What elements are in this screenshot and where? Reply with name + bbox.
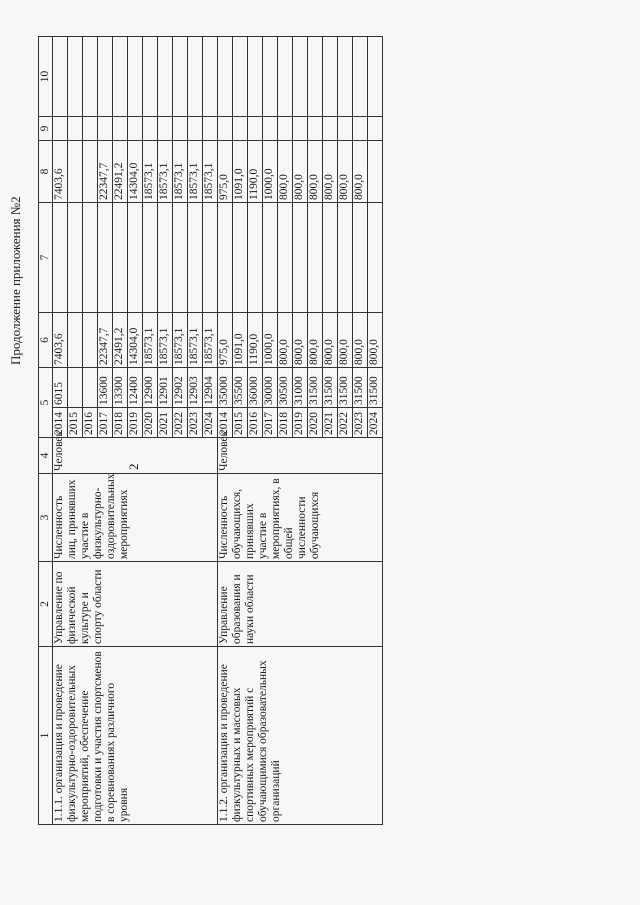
value-cell: 800,0 xyxy=(293,313,308,368)
value-cell: 975,0 xyxy=(218,141,233,203)
value-cell: 35000 xyxy=(218,368,233,408)
value-cell: 18573,1 xyxy=(143,313,158,368)
column-header: 2 xyxy=(39,562,53,647)
value-cell xyxy=(143,203,158,313)
empty-cell xyxy=(308,117,323,141)
value-cell xyxy=(233,203,248,313)
year-cell: 2018 xyxy=(278,408,293,438)
value-cell: 18573,1 xyxy=(188,313,203,368)
empty-cell xyxy=(188,117,203,141)
empty-cell xyxy=(203,37,218,117)
empty-cell xyxy=(278,37,293,117)
value-cell xyxy=(68,203,83,313)
empty-cell xyxy=(83,117,98,141)
value-cell: 800,0 xyxy=(308,141,323,203)
year-cell: 2023 xyxy=(353,408,368,438)
value-cell xyxy=(218,203,233,313)
empty-cell xyxy=(173,117,188,141)
value-cell xyxy=(188,203,203,313)
column-header: 1 xyxy=(39,647,53,825)
empty-cell xyxy=(368,117,383,141)
column-header-row xyxy=(39,37,53,825)
value-cell xyxy=(68,313,83,368)
value-cell: 12901 xyxy=(158,368,173,408)
empty-cell xyxy=(128,37,143,117)
empty-cell xyxy=(293,37,308,117)
empty-cell xyxy=(218,37,233,117)
value-cell xyxy=(128,203,143,313)
value-cell xyxy=(338,203,353,313)
indicator-cell: Численность лиц, принявших участие в физкультурно-оздоровительных мероприятиях xyxy=(53,474,218,562)
year-cell: 2023 xyxy=(188,408,203,438)
empty-cell xyxy=(68,37,83,117)
year-cell: 2018 xyxy=(113,408,128,438)
value-cell: 12904 xyxy=(203,368,218,408)
appendix-table xyxy=(38,36,383,825)
value-cell: 13600 xyxy=(98,368,113,408)
empty-cell xyxy=(113,37,128,117)
value-cell: 31000 xyxy=(293,368,308,408)
empty-cell xyxy=(353,37,368,117)
table-row xyxy=(53,37,68,825)
value-cell: 31500 xyxy=(323,368,338,408)
value-cell: 12902 xyxy=(173,368,188,408)
value-cell xyxy=(263,203,278,313)
value-cell: 18573,1 xyxy=(203,313,218,368)
empty-cell xyxy=(98,117,113,141)
value-cell: 30500 xyxy=(278,368,293,408)
value-cell: 1091,0 xyxy=(233,313,248,368)
table-row xyxy=(218,37,233,825)
value-cell xyxy=(248,203,263,313)
value-cell xyxy=(83,203,98,313)
year-cell: 2016 xyxy=(83,408,98,438)
empty-cell xyxy=(68,117,83,141)
column-header: 8 xyxy=(39,141,53,203)
value-cell: 18573,1 xyxy=(173,141,188,203)
value-cell: 22491,2 xyxy=(113,313,128,368)
value-cell xyxy=(83,313,98,368)
year-cell: 2014 xyxy=(218,408,233,438)
value-cell xyxy=(83,368,98,408)
value-cell: 35500 xyxy=(233,368,248,408)
value-cell: 18573,1 xyxy=(173,313,188,368)
empty-cell xyxy=(98,37,113,117)
value-cell: 6015 xyxy=(53,368,68,408)
empty-cell xyxy=(353,117,368,141)
value-cell: 800,0 xyxy=(278,141,293,203)
value-cell: 975,0 xyxy=(218,313,233,368)
value-cell xyxy=(173,203,188,313)
empty-cell xyxy=(293,117,308,141)
column-header: 6 xyxy=(39,313,53,368)
year-cell: 2015 xyxy=(68,408,83,438)
value-cell: 22347,7 xyxy=(98,141,113,203)
empty-cell xyxy=(83,37,98,117)
value-cell xyxy=(203,203,218,313)
value-cell: 36000 xyxy=(248,368,263,408)
page-number: 2 xyxy=(126,463,141,470)
value-cell: 18573,1 xyxy=(158,141,173,203)
value-cell xyxy=(308,203,323,313)
value-cell: 1000,0 xyxy=(263,141,278,203)
value-cell: 22491,2 xyxy=(113,141,128,203)
column-header: 9 xyxy=(39,117,53,141)
value-cell: 18573,1 xyxy=(203,141,218,203)
year-cell: 2022 xyxy=(338,408,353,438)
indicator-cell: Численность обучающихся, принявших участие в мероприятиях, в общей численности обучающихся xyxy=(218,474,383,562)
empty-cell xyxy=(158,37,173,117)
value-cell xyxy=(158,203,173,313)
value-cell: 12900 xyxy=(143,368,158,408)
empty-cell xyxy=(263,117,278,141)
empty-cell xyxy=(308,37,323,117)
executor-cell: Управление по физической культуре и спорту области xyxy=(53,562,218,647)
value-cell: 22347,7 xyxy=(98,313,113,368)
value-cell xyxy=(278,203,293,313)
value-cell: 1190,0 xyxy=(248,313,263,368)
value-cell xyxy=(368,203,383,313)
year-cell: 2017 xyxy=(263,408,278,438)
activity-cell: 1.1.2. организация и проведение физкультурных и массовых спортивных мероприятий с обучающимися образовательных организаций xyxy=(218,647,383,825)
year-cell: 2019 xyxy=(128,408,143,438)
column-header: 10 xyxy=(39,37,53,117)
empty-cell xyxy=(323,117,338,141)
executor-cell: Управление образования и науки области xyxy=(218,562,383,647)
year-cell: 2021 xyxy=(323,408,338,438)
empty-cell xyxy=(53,117,68,141)
unit-cell: Человек xyxy=(53,438,218,474)
value-cell: 800,0 xyxy=(338,313,353,368)
column-header: 3 xyxy=(39,474,53,562)
value-cell xyxy=(323,203,338,313)
value-cell: 12903 xyxy=(188,368,203,408)
value-cell xyxy=(113,203,128,313)
empty-cell xyxy=(128,117,143,141)
value-cell: 800,0 xyxy=(308,313,323,368)
value-cell: 1091,0 xyxy=(233,141,248,203)
empty-cell xyxy=(218,117,233,141)
value-cell: 18573,1 xyxy=(143,141,158,203)
column-header: 4 xyxy=(39,438,53,474)
value-cell: 31500 xyxy=(353,368,368,408)
value-cell: 30000 xyxy=(263,368,278,408)
value-cell: 800,0 xyxy=(338,141,353,203)
value-cell xyxy=(68,368,83,408)
value-cell: 800,0 xyxy=(293,141,308,203)
value-cell: 18573,1 xyxy=(188,141,203,203)
year-cell: 2021 xyxy=(158,408,173,438)
year-cell: 2015 xyxy=(233,408,248,438)
empty-cell xyxy=(113,117,128,141)
empty-cell xyxy=(143,37,158,117)
appendix-continuation-note: Продолжение приложения №2 xyxy=(8,196,23,365)
column-header: 7 xyxy=(39,203,53,313)
value-cell: 800,0 xyxy=(368,313,383,368)
year-cell: 2020 xyxy=(308,408,323,438)
empty-cell xyxy=(158,117,173,141)
value-cell: 14304,0 xyxy=(128,313,143,368)
value-cell: 800,0 xyxy=(353,313,368,368)
empty-cell xyxy=(173,37,188,117)
year-cell: 2016 xyxy=(248,408,263,438)
year-cell: 2024 xyxy=(368,408,383,438)
value-cell: 31500 xyxy=(368,368,383,408)
empty-cell xyxy=(233,37,248,117)
value-cell: 1190,0 xyxy=(248,141,263,203)
value-cell: 18573,1 xyxy=(158,313,173,368)
year-cell: 2024 xyxy=(203,408,218,438)
empty-cell xyxy=(233,117,248,141)
empty-cell xyxy=(338,117,353,141)
year-cell: 2014 xyxy=(53,408,68,438)
column-header: 5 xyxy=(39,368,53,438)
activity-cell: 1.1.1. организация и проведение физкультурно-оздоровительных мероприятий, обеспечение подготовки и участия спортсменов в соревнованиях различного уровня xyxy=(53,647,218,825)
year-cell: 2019 xyxy=(293,408,308,438)
empty-cell xyxy=(248,117,263,141)
empty-cell xyxy=(248,37,263,117)
value-cell xyxy=(293,203,308,313)
table-body xyxy=(53,37,383,825)
value-cell: 13300 xyxy=(113,368,128,408)
empty-cell xyxy=(368,37,383,117)
empty-cell xyxy=(188,37,203,117)
empty-cell xyxy=(203,117,218,141)
empty-cell xyxy=(263,37,278,117)
empty-cell xyxy=(338,37,353,117)
empty-cell xyxy=(323,37,338,117)
value-cell: 12400 xyxy=(128,368,143,408)
year-cell: 2017 xyxy=(98,408,113,438)
year-cell: 2022 xyxy=(173,408,188,438)
value-cell: 31500 xyxy=(338,368,353,408)
year-cell: 2020 xyxy=(143,408,158,438)
value-cell xyxy=(53,203,68,313)
value-cell xyxy=(68,141,83,203)
value-cell: 800,0 xyxy=(278,313,293,368)
value-cell xyxy=(83,141,98,203)
value-cell: 1000,0 xyxy=(263,313,278,368)
value-cell: 7403,6 xyxy=(53,313,68,368)
unit-cell: Человек xyxy=(218,438,383,474)
empty-cell xyxy=(53,37,68,117)
value-cell xyxy=(353,203,368,313)
value-cell xyxy=(98,203,113,313)
value-cell: 800,0 xyxy=(353,141,368,203)
value-cell: 800,0 xyxy=(323,313,338,368)
value-cell: 14304,0 xyxy=(128,141,143,203)
value-cell: 31500 xyxy=(308,368,323,408)
empty-cell xyxy=(143,117,158,141)
value-cell: 7403,6 xyxy=(53,141,68,203)
empty-cell xyxy=(278,117,293,141)
value-cell: 800,0 xyxy=(323,141,338,203)
value-cell xyxy=(368,141,383,203)
